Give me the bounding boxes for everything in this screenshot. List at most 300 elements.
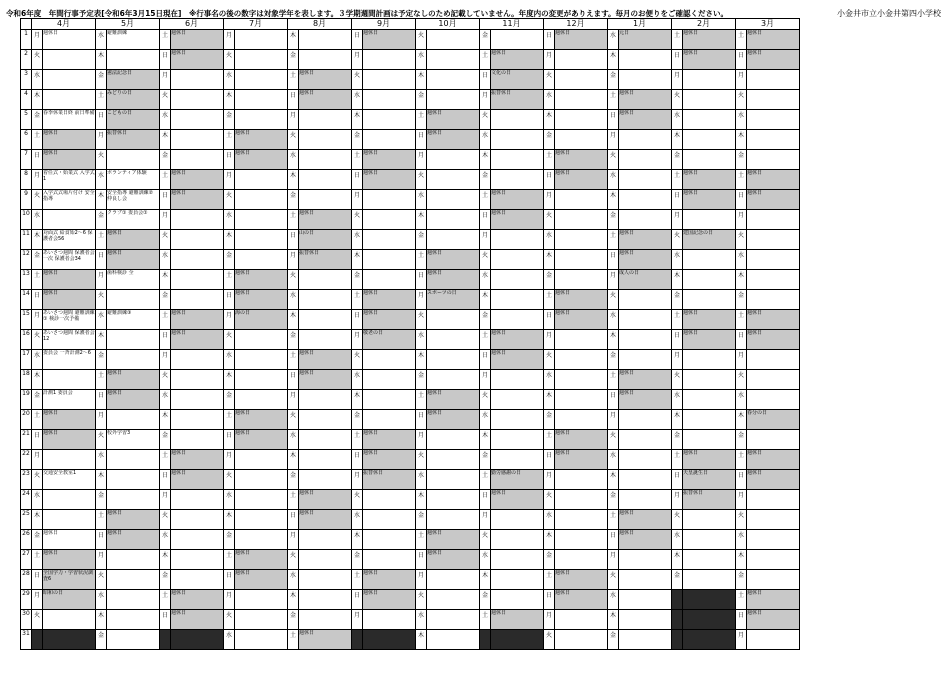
weekday-cell: 月 [96, 270, 107, 290]
event-cell [683, 630, 736, 650]
event-cell [683, 210, 736, 230]
event-cell [363, 90, 416, 110]
event-cell: 週休日 [747, 190, 800, 210]
event-cell [491, 390, 544, 410]
weekday-cell: 木 [416, 210, 427, 230]
weekday-cell: 金 [672, 430, 683, 450]
event-cell: 週休日 [683, 310, 736, 330]
event-cell [235, 170, 288, 190]
event-cell: 週休日 [363, 30, 416, 50]
weekday-cell: 月 [96, 550, 107, 570]
weekday-cell: 金 [352, 550, 363, 570]
weekday-cell: 金 [736, 430, 747, 450]
weekday-cell: 水 [608, 30, 619, 50]
event-cell: 週休日 [235, 290, 288, 310]
event-cell: 週休日 [747, 310, 800, 330]
weekday-cell: 日 [416, 550, 427, 570]
weekday-cell: 日 [736, 610, 747, 630]
event-cell: 入学式式場片付け 安全指導 [43, 190, 96, 210]
event-cell: 週休日 [43, 550, 96, 570]
event-cell: 計測1 委員会 [43, 390, 96, 410]
weekday-cell: 金 [224, 250, 235, 270]
day-row [21, 250, 800, 270]
weekday-cell: 水 [352, 230, 363, 250]
event-cell [427, 490, 480, 510]
day-row [21, 30, 800, 50]
event-cell [683, 150, 736, 170]
event-cell [555, 250, 608, 270]
event-cell [555, 350, 608, 370]
weekday-cell: 月 [352, 610, 363, 630]
event-cell [747, 550, 800, 570]
weekday-cell: 月 [224, 170, 235, 190]
event-cell [491, 630, 544, 650]
weekday-cell: 木 [608, 190, 619, 210]
weekday-cell: 月 [480, 370, 491, 390]
event-cell [683, 290, 736, 310]
event-cell: 週休日 [299, 370, 352, 390]
event-cell [555, 130, 608, 150]
day-number: 22 [21, 450, 32, 470]
weekday-cell: 金 [352, 410, 363, 430]
month-header: 6月 [160, 19, 224, 30]
weekday-cell: 木 [288, 310, 299, 330]
weekday-cell: 水 [736, 390, 747, 410]
weekday-cell: 水 [480, 270, 491, 290]
event-cell [747, 530, 800, 550]
weekday-cell: 火 [224, 610, 235, 630]
event-cell [235, 50, 288, 70]
event-cell: 週休日 [683, 30, 736, 50]
weekday-cell: 火 [736, 510, 747, 530]
day-number: 24 [21, 490, 32, 510]
weekday-cell: 水 [416, 50, 427, 70]
weekday-cell: 水 [608, 310, 619, 330]
weekday-cell: 木 [480, 290, 491, 310]
weekday-cell: 木 [96, 190, 107, 210]
event-cell [491, 30, 544, 50]
event-cell [235, 530, 288, 550]
day-number: 2 [21, 50, 32, 70]
weekday-cell: 金 [544, 270, 555, 290]
day-row [21, 350, 800, 370]
event-cell: 週休日 [619, 90, 672, 110]
day-number: 12 [21, 250, 32, 270]
weekday-cell: 火 [608, 570, 619, 590]
day-row [21, 150, 800, 170]
event-cell: 週休日 [747, 170, 800, 190]
event-cell: 振替休日 [299, 250, 352, 270]
weekday-cell: 火 [672, 230, 683, 250]
weekday-cell: 水 [544, 370, 555, 390]
event-cell [363, 270, 416, 290]
weekday-cell: 木 [32, 230, 43, 250]
weekday-cell: 火 [96, 290, 107, 310]
weekday-cell: 月 [224, 590, 235, 610]
weekday-cell: 月 [352, 330, 363, 350]
month-header: 11月 [480, 19, 544, 30]
event-cell [491, 250, 544, 270]
event-cell: あいさつ週間 避難訓練① 検診一次予備 [43, 310, 96, 330]
weekday-cell: 土 [352, 430, 363, 450]
weekday-cell: 日 [288, 230, 299, 250]
event-cell [683, 130, 736, 150]
weekday-cell: 日 [672, 330, 683, 350]
event-cell [107, 470, 160, 490]
event-cell: 週休日 [491, 210, 544, 230]
event-cell [363, 490, 416, 510]
event-cell [747, 510, 800, 530]
event-cell: 週休日 [427, 130, 480, 150]
weekday-cell: 土 [672, 30, 683, 50]
event-cell: 勤労感謝の日 [491, 470, 544, 490]
weekday-cell: 火 [416, 590, 427, 610]
event-cell: 週休日 [107, 510, 160, 530]
event-cell: 振替休日 [107, 130, 160, 150]
weekday-cell: 水 [672, 250, 683, 270]
event-cell [299, 390, 352, 410]
month-header: 4月 [32, 19, 96, 30]
weekday-cell: 月 [352, 470, 363, 490]
event-cell [619, 150, 672, 170]
weekday-cell: 日 [672, 50, 683, 70]
event-cell [107, 630, 160, 650]
day-number: 25 [21, 510, 32, 530]
weekday-cell: 月 [288, 530, 299, 550]
event-cell: 週休日 [107, 530, 160, 550]
event-cell: 週休日 [555, 30, 608, 50]
event-cell [747, 210, 800, 230]
weekday-cell: 木 [480, 430, 491, 450]
event-cell: 敬老の日 [363, 330, 416, 350]
event-cell: 週休日 [747, 470, 800, 490]
weekday-cell: 土 [480, 610, 491, 630]
event-cell [235, 350, 288, 370]
event-cell [107, 150, 160, 170]
weekday-cell: 水 [96, 170, 107, 190]
weekday-cell: 木 [352, 390, 363, 410]
event-cell: 週休日 [43, 30, 96, 50]
weekday-cell: 木 [32, 370, 43, 390]
event-cell [683, 250, 736, 270]
event-cell [235, 330, 288, 350]
day-row [21, 490, 800, 510]
weekday-cell: 火 [32, 190, 43, 210]
weekday-cell: 木 [288, 450, 299, 470]
weekday-cell: 月 [224, 310, 235, 330]
event-cell [555, 470, 608, 490]
event-cell [555, 190, 608, 210]
day-number: 10 [21, 210, 32, 230]
day-row [21, 390, 800, 410]
weekday-cell: 日 [352, 450, 363, 470]
weekday-cell: 木 [672, 270, 683, 290]
weekday-cell: 土 [160, 590, 171, 610]
event-cell: 週休日 [427, 410, 480, 430]
event-cell [683, 530, 736, 550]
event-cell [107, 490, 160, 510]
weekday-cell: 日 [96, 110, 107, 130]
weekday-cell: 日 [288, 370, 299, 390]
weekday-cell: 月 [32, 310, 43, 330]
day-row [21, 410, 800, 430]
weekday-cell: 土 [160, 450, 171, 470]
event-cell: 週休日 [363, 170, 416, 190]
weekday-cell: 月 [608, 130, 619, 150]
event-cell: 週休日 [299, 210, 352, 230]
event-cell [491, 150, 544, 170]
weekday-cell: 金 [352, 130, 363, 150]
day-row [21, 50, 800, 70]
event-cell [299, 110, 352, 130]
event-cell [555, 370, 608, 390]
day-row [21, 270, 800, 290]
event-cell [171, 270, 224, 290]
event-cell [299, 190, 352, 210]
weekday-cell: 木 [672, 130, 683, 150]
event-cell: 週休日 [43, 410, 96, 430]
weekday-cell: 木 [544, 110, 555, 130]
weekday-cell: 日 [224, 290, 235, 310]
weekday-cell: 金 [480, 450, 491, 470]
event-cell [171, 430, 224, 450]
weekday-cell: 月 [544, 610, 555, 630]
weekday-cell: 火 [480, 390, 491, 410]
weekday-cell: 木 [288, 170, 299, 190]
event-cell: 週休日 [619, 370, 672, 390]
weekday-cell: 金 [288, 190, 299, 210]
event-cell [43, 450, 96, 470]
weekday-cell: 水 [96, 590, 107, 610]
weekday-cell: 木 [416, 490, 427, 510]
weekday-cell: 水 [160, 250, 171, 270]
event-cell: 週休日 [363, 450, 416, 470]
weekday-cell [672, 590, 683, 610]
event-cell [619, 410, 672, 430]
weekday-cell: 土 [32, 550, 43, 570]
weekday-cell: 日 [672, 470, 683, 490]
weekday-cell: 日 [416, 130, 427, 150]
event-cell: 週休日 [171, 590, 224, 610]
day-row [21, 170, 800, 190]
weekday-cell: 日 [32, 430, 43, 450]
weekday-cell: 金 [96, 210, 107, 230]
event-cell: 週休日 [747, 450, 800, 470]
weekday-cell [672, 630, 683, 650]
day-number: 18 [21, 370, 32, 390]
event-cell [683, 270, 736, 290]
event-cell [427, 330, 480, 350]
weekday-cell: 木 [544, 390, 555, 410]
day-number: 28 [21, 570, 32, 590]
event-cell [171, 550, 224, 570]
weekday-cell: 火 [672, 370, 683, 390]
event-cell: 週休日 [171, 470, 224, 490]
event-cell [107, 350, 160, 370]
event-cell [43, 490, 96, 510]
weekday-cell: 月 [416, 570, 427, 590]
event-cell [683, 390, 736, 410]
weekday-cell: 火 [288, 270, 299, 290]
weekday-cell: 木 [608, 330, 619, 350]
weekday-cell: 土 [96, 370, 107, 390]
event-cell: 週休日 [683, 450, 736, 470]
event-cell: 週休日 [107, 370, 160, 390]
event-cell [555, 390, 608, 410]
event-cell [171, 290, 224, 310]
weekday-cell: 月 [352, 190, 363, 210]
weekday-cell: 水 [224, 70, 235, 90]
event-cell [747, 130, 800, 150]
weekday-cell: 日 [32, 150, 43, 170]
event-cell: 週休日 [747, 30, 800, 50]
weekday-cell: 水 [288, 430, 299, 450]
event-cell [235, 590, 288, 610]
event-cell: 週休日 [555, 170, 608, 190]
day-row [21, 470, 800, 490]
weekday-cell: 火 [32, 610, 43, 630]
event-cell [555, 270, 608, 290]
event-cell [747, 390, 800, 410]
event-cell: 週休日 [171, 50, 224, 70]
event-cell [363, 70, 416, 90]
weekday-cell: 月 [736, 70, 747, 90]
weekday-cell: 月 [736, 630, 747, 650]
weekday-cell: 火 [544, 630, 555, 650]
weekday-cell: 木 [96, 610, 107, 630]
weekday-cell: 木 [224, 90, 235, 110]
event-cell [683, 110, 736, 130]
event-cell [363, 370, 416, 390]
event-cell [235, 470, 288, 490]
weekday-cell: 金 [416, 510, 427, 530]
event-cell: 週休日 [683, 50, 736, 70]
weekday-cell: 木 [352, 530, 363, 550]
event-cell: 週休日 [171, 30, 224, 50]
event-cell [363, 210, 416, 230]
weekday-cell: 木 [96, 330, 107, 350]
weekday-cell: 日 [608, 110, 619, 130]
weekday-cell: 金 [224, 110, 235, 130]
weekday-cell: 日 [544, 30, 555, 50]
month-header: 10月 [416, 19, 480, 30]
weekday-cell: 金 [736, 150, 747, 170]
weekday-cell: 土 [32, 270, 43, 290]
weekday-cell: 土 [544, 430, 555, 450]
event-cell: 振替休日 [683, 490, 736, 510]
weekday-cell: 土 [32, 410, 43, 430]
event-cell [555, 110, 608, 130]
event-cell: 週休日 [491, 330, 544, 350]
event-cell: 週休日 [107, 230, 160, 250]
weekday-cell: 土 [736, 590, 747, 610]
event-cell [619, 350, 672, 370]
weekday-cell: 日 [544, 450, 555, 470]
weekday-cell [352, 630, 363, 650]
school-name: 小金井市立小金井第四小学校 [837, 9, 941, 18]
day-row [21, 530, 800, 550]
weekday-cell: 金 [672, 570, 683, 590]
event-cell [299, 30, 352, 50]
weekday-cell: 月 [544, 190, 555, 210]
day-number: 26 [21, 530, 32, 550]
day-row [21, 90, 800, 110]
event-cell: 週休日 [235, 270, 288, 290]
weekday-cell: 木 [352, 250, 363, 270]
weekday-cell: 水 [352, 370, 363, 390]
event-cell [427, 170, 480, 190]
weekday-cell: 金 [608, 70, 619, 90]
event-cell: 週休日 [299, 70, 352, 90]
weekday-cell: 木 [288, 30, 299, 50]
event-cell: 週休日 [619, 510, 672, 530]
weekday-cell: 金 [96, 630, 107, 650]
day-row [21, 290, 800, 310]
weekday-cell: 金 [480, 170, 491, 190]
weekday-cell: 木 [416, 350, 427, 370]
event-cell [171, 490, 224, 510]
event-cell [747, 90, 800, 110]
event-cell [171, 530, 224, 550]
weekday-cell: 金 [160, 430, 171, 450]
weekday-cell: 木 [96, 470, 107, 490]
weekday-cell: 月 [160, 350, 171, 370]
event-cell [747, 490, 800, 510]
event-cell [555, 510, 608, 530]
weekday-cell: 火 [160, 90, 171, 110]
weekday-cell: 日 [96, 390, 107, 410]
event-cell [427, 430, 480, 450]
weekday-cell: 金 [32, 530, 43, 550]
event-cell: 週休日 [363, 290, 416, 310]
weekday-cell: 水 [480, 550, 491, 570]
weekday-cell: 水 [288, 150, 299, 170]
weekday-cell: 水 [96, 30, 107, 50]
day-row [21, 510, 800, 530]
event-cell [107, 550, 160, 570]
weekday-cell: 金 [416, 370, 427, 390]
event-cell: クラブ① 委員会① [107, 210, 160, 230]
event-cell: 週休日 [683, 170, 736, 190]
weekday-cell: 火 [672, 90, 683, 110]
weekday-cell: 火 [352, 210, 363, 230]
weekday-cell: 木 [608, 610, 619, 630]
day-number: 30 [21, 610, 32, 630]
weekday-cell: 木 [288, 590, 299, 610]
day-row [21, 210, 800, 230]
weekday-cell: 金 [160, 570, 171, 590]
event-cell [747, 70, 800, 90]
weekday-cell: 土 [608, 90, 619, 110]
event-cell: 週休日 [235, 130, 288, 150]
event-cell: 週休日 [363, 590, 416, 610]
weekday-cell: 火 [96, 570, 107, 590]
weekday-cell: 金 [96, 350, 107, 370]
event-cell: 週休日 [555, 150, 608, 170]
weekday-cell: 金 [224, 530, 235, 550]
event-cell [171, 70, 224, 90]
event-cell [619, 190, 672, 210]
event-cell [747, 230, 800, 250]
day-number: 1 [21, 30, 32, 50]
event-cell [619, 310, 672, 330]
weekday-cell: 金 [288, 50, 299, 70]
day-row [21, 570, 800, 590]
event-cell [235, 90, 288, 110]
event-cell [491, 370, 544, 390]
event-cell [747, 150, 800, 170]
event-cell [619, 430, 672, 450]
